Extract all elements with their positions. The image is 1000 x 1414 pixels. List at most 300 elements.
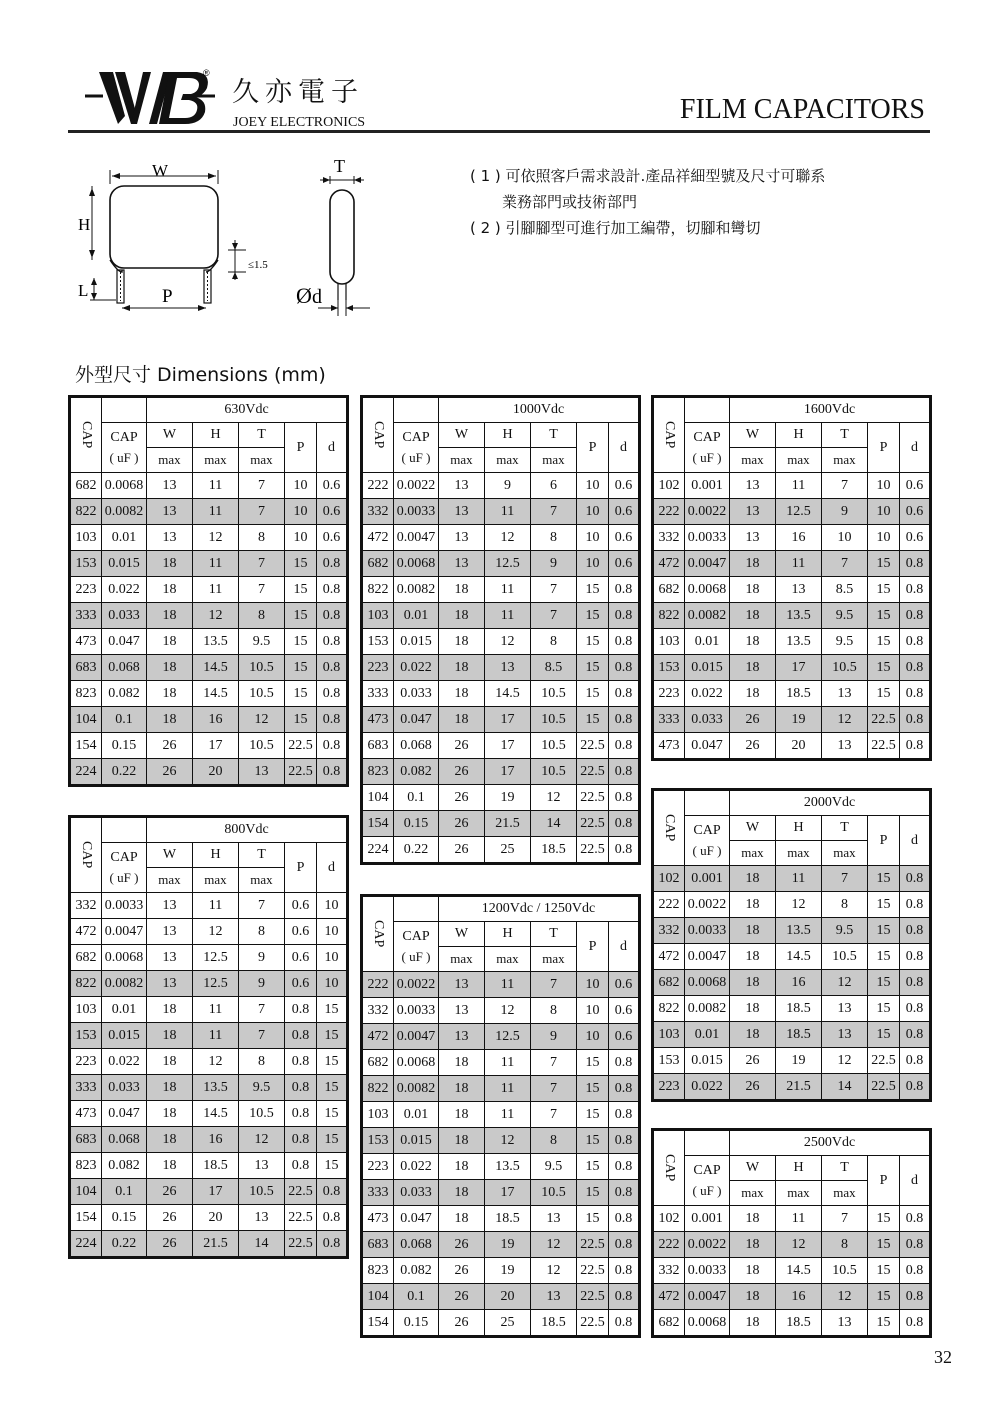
h-value: 11 xyxy=(193,473,239,499)
d-value: 0.8 xyxy=(900,996,931,1022)
capacitance: 0.1 xyxy=(102,1179,147,1205)
capacitance: 0.0082 xyxy=(102,499,147,525)
w-value: 18 xyxy=(439,1102,485,1128)
header-row-voltage xyxy=(70,817,348,843)
w-value: 26 xyxy=(439,759,485,785)
cap-code: 333 xyxy=(362,1180,394,1206)
p-value: 22.5 xyxy=(285,759,317,786)
table-row xyxy=(362,785,640,811)
p-value: 15 xyxy=(577,629,609,655)
t-value: 10.5 xyxy=(822,655,868,681)
d-value: 0.8 xyxy=(609,1232,640,1258)
cap-code: 333 xyxy=(70,1075,102,1101)
uf-unit-label: ( uF ) xyxy=(109,869,139,885)
capacitance: 0.068 xyxy=(394,733,439,759)
capacitance: 0.015 xyxy=(102,551,147,577)
d-value: 0.6 xyxy=(609,972,640,998)
capacitance: 0.047 xyxy=(685,733,730,760)
w-value: 26 xyxy=(730,1048,776,1074)
table-row xyxy=(70,971,348,997)
brand-name-english: JOEY ELECTRONICS xyxy=(233,115,366,130)
table-row xyxy=(362,1284,640,1310)
max-label: max xyxy=(776,448,822,473)
header-row-columns xyxy=(362,423,640,448)
cap-code: 473 xyxy=(70,1101,102,1127)
table-2000vdc xyxy=(651,788,932,1102)
p-value: 15 xyxy=(577,681,609,707)
document-title: FILM CAPACITORS xyxy=(679,94,925,125)
table-630vdc xyxy=(68,395,349,787)
w-value: 26 xyxy=(439,811,485,837)
p-value: 15 xyxy=(868,1258,900,1284)
w-header: W xyxy=(147,423,193,448)
d-value: 10 xyxy=(317,945,348,971)
p-header: P xyxy=(868,1156,900,1206)
h-value: 18.5 xyxy=(776,1022,822,1048)
p-value: 10 xyxy=(868,473,900,499)
p-value: 10 xyxy=(577,1024,609,1050)
h-value: 12 xyxy=(776,892,822,918)
w-value: 13 xyxy=(439,473,485,499)
p-value: 22.5 xyxy=(285,1205,317,1231)
p-value: 15 xyxy=(577,1076,609,1102)
capacitance: 0.22 xyxy=(102,759,147,786)
capacitance-header xyxy=(102,423,147,473)
max-label: max xyxy=(776,1181,822,1206)
t-header: T xyxy=(822,1156,868,1181)
max-label: max xyxy=(485,947,531,972)
cap-code: 822 xyxy=(653,996,685,1022)
table-row xyxy=(653,1022,931,1048)
w-value: 18 xyxy=(730,655,776,681)
d-value: 0.8 xyxy=(900,944,931,970)
capacitance: 0.22 xyxy=(394,837,439,864)
capacitance: 0.001 xyxy=(685,473,730,499)
w-value: 26 xyxy=(439,733,485,759)
cap-code-header: CAP xyxy=(653,397,685,473)
d-value: 0.8 xyxy=(900,603,931,629)
max-label: max xyxy=(147,448,193,473)
d-value: 0.6 xyxy=(317,525,348,551)
t-value: 8.5 xyxy=(822,577,868,603)
p-value: 0.8 xyxy=(285,1023,317,1049)
voltage-header: 800Vdc xyxy=(147,817,348,843)
t-value: 7 xyxy=(531,972,577,998)
capacitance: 0.0047 xyxy=(102,919,147,945)
cap-code: 223 xyxy=(653,681,685,707)
h-value: 14.5 xyxy=(776,944,822,970)
table-row xyxy=(362,972,640,998)
w-value: 18 xyxy=(439,603,485,629)
p-value: 22.5 xyxy=(577,1310,609,1337)
t-value: 12 xyxy=(531,785,577,811)
d-label: d xyxy=(312,286,322,308)
table-row xyxy=(70,707,348,733)
p-value: 10 xyxy=(868,499,900,525)
max-label: max xyxy=(822,448,868,473)
cap-code: 332 xyxy=(362,998,394,1024)
p-value: 10 xyxy=(577,473,609,499)
t-value: 13 xyxy=(822,1310,868,1337)
w-value: 26 xyxy=(147,1231,193,1258)
d-value: 0.8 xyxy=(317,1205,348,1231)
table-row xyxy=(362,577,640,603)
capacitance: 0.0033 xyxy=(102,893,147,919)
p-value: 15 xyxy=(868,970,900,996)
table-row xyxy=(653,707,931,733)
h-value: 16 xyxy=(193,1127,239,1153)
capacitance: 0.033 xyxy=(102,1075,147,1101)
t-header: T xyxy=(239,843,285,868)
h-value: 12 xyxy=(485,629,531,655)
table-row xyxy=(70,1127,348,1153)
d-value: 0.8 xyxy=(609,577,640,603)
d-value: 0.8 xyxy=(317,1179,348,1205)
d-header: d xyxy=(900,1156,931,1206)
w-value: 18 xyxy=(439,1180,485,1206)
capacitance: 0.033 xyxy=(394,1180,439,1206)
h-value: 13.5 xyxy=(776,629,822,655)
blank-header-cell xyxy=(685,397,730,423)
h-value: 13.5 xyxy=(193,629,239,655)
h-value: 12 xyxy=(485,998,531,1024)
h-value: 11 xyxy=(485,972,531,998)
d-value: 0.8 xyxy=(900,707,931,733)
h-value: 11 xyxy=(485,499,531,525)
capacitance: 0.022 xyxy=(685,681,730,707)
capacitance: 0.01 xyxy=(102,525,147,551)
d-header: d xyxy=(609,922,640,972)
cap-code: 472 xyxy=(653,944,685,970)
table-row xyxy=(70,473,348,499)
t-value: 8 xyxy=(822,1232,868,1258)
w-value: 13 xyxy=(439,551,485,577)
t-value: 10.5 xyxy=(822,944,868,970)
capacitance: 0.0047 xyxy=(685,551,730,577)
p-value: 15 xyxy=(868,629,900,655)
h-value: 12.5 xyxy=(485,1024,531,1050)
d-value: 0.8 xyxy=(609,1076,640,1102)
w-value: 18 xyxy=(730,892,776,918)
table-row xyxy=(70,1075,348,1101)
p-value: 10 xyxy=(577,998,609,1024)
h-value: 17 xyxy=(193,1179,239,1205)
d-value: 0.6 xyxy=(609,551,640,577)
capacitance: 0.015 xyxy=(394,1128,439,1154)
t-value: 7 xyxy=(239,893,285,919)
w-value: 26 xyxy=(147,1179,193,1205)
t-value: 9.5 xyxy=(531,1154,577,1180)
t-value: 9 xyxy=(531,551,577,577)
cap-label: CAP xyxy=(693,429,721,445)
t-value: 9 xyxy=(239,971,285,997)
w-value: 26 xyxy=(147,733,193,759)
table-row xyxy=(653,1232,931,1258)
h-value: 19 xyxy=(776,1048,822,1074)
t-value: 12 xyxy=(822,970,868,996)
cap-code-header: CAP xyxy=(70,397,102,473)
capacitance: 0.022 xyxy=(102,577,147,603)
t-value: 10 xyxy=(822,525,868,551)
w-header: W xyxy=(439,423,485,448)
table-row xyxy=(362,1128,640,1154)
d-value: 0.8 xyxy=(609,1258,640,1284)
voltage-header: 1000Vdc xyxy=(439,397,640,423)
header-row-voltage xyxy=(653,1130,931,1156)
table-row xyxy=(362,681,640,707)
h-header: H xyxy=(776,423,822,448)
capacitance: 0.0068 xyxy=(394,1050,439,1076)
p-value: 22.5 xyxy=(285,733,317,759)
t-value: 10.5 xyxy=(239,1101,285,1127)
t-value: 7 xyxy=(239,473,285,499)
p-value: 15 xyxy=(285,577,317,603)
t-value: 13 xyxy=(239,759,285,786)
w-value: 13 xyxy=(147,473,193,499)
t-value: 9 xyxy=(822,499,868,525)
w-value: 18 xyxy=(439,1050,485,1076)
h-value: 25 xyxy=(485,837,531,864)
table-row xyxy=(653,473,931,499)
t-value: 10.5 xyxy=(531,707,577,733)
w-value: 18 xyxy=(147,603,193,629)
d-value: 0.6 xyxy=(609,998,640,1024)
t-value: 10.5 xyxy=(531,1180,577,1206)
h-header: H xyxy=(485,423,531,448)
table-800vdc xyxy=(68,815,349,1259)
w-value: 18 xyxy=(147,629,193,655)
h-value: 17 xyxy=(485,759,531,785)
table-row xyxy=(70,945,348,971)
t-value: 7 xyxy=(239,1023,285,1049)
table-row xyxy=(653,603,931,629)
table-row xyxy=(653,1048,931,1074)
d-value: 0.8 xyxy=(609,681,640,707)
w-value: 18 xyxy=(147,1049,193,1075)
uf-unit-label: ( uF ) xyxy=(109,449,139,465)
capacitance: 0.15 xyxy=(394,811,439,837)
max-label: max xyxy=(730,841,776,866)
table-row xyxy=(362,1180,640,1206)
cap-code: 153 xyxy=(362,629,394,655)
d-value: 0.8 xyxy=(900,1310,931,1337)
h-value: 12 xyxy=(485,1128,531,1154)
blank-header-cell xyxy=(685,1130,730,1156)
w-value: 26 xyxy=(439,1232,485,1258)
cap-code: 822 xyxy=(653,603,685,629)
note-2: ( 2 ) 引腳腳型可進行加工編帶，切腳和彎切 xyxy=(470,219,761,237)
d-value: 0.8 xyxy=(609,707,640,733)
cap-code: 153 xyxy=(653,655,685,681)
max-label: max xyxy=(531,947,577,972)
cap-code: 683 xyxy=(362,733,394,759)
table-row xyxy=(70,1205,348,1231)
h-header: H xyxy=(776,1156,822,1181)
d-value: 0.8 xyxy=(317,733,348,759)
h-label: H xyxy=(78,215,91,234)
p-header: P xyxy=(868,423,900,473)
w-value: 26 xyxy=(439,837,485,864)
h-value: 19 xyxy=(485,785,531,811)
p-value: 22.5 xyxy=(868,707,900,733)
cap-code-header: CAP xyxy=(362,896,394,972)
p-value: 0.6 xyxy=(285,945,317,971)
w-value: 13 xyxy=(730,499,776,525)
p-value: 15 xyxy=(285,551,317,577)
w-value: 18 xyxy=(147,1023,193,1049)
w-value: 18 xyxy=(730,1232,776,1258)
h-value: 16 xyxy=(776,1284,822,1310)
w-value: 26 xyxy=(147,1205,193,1231)
w-value: 18 xyxy=(439,1076,485,1102)
w-value: 18 xyxy=(730,629,776,655)
header-row-voltage xyxy=(362,896,640,922)
p-value: 0.8 xyxy=(285,1101,317,1127)
cap-code: 224 xyxy=(362,837,394,864)
notes-block xyxy=(470,163,825,241)
capacitance: 0.01 xyxy=(685,1022,730,1048)
cap-code: 473 xyxy=(653,733,685,760)
capacitance: 0.1 xyxy=(102,707,147,733)
capacitance: 0.0068 xyxy=(394,551,439,577)
h-value: 11 xyxy=(193,499,239,525)
w-value: 13 xyxy=(147,919,193,945)
w-label: W xyxy=(151,161,169,180)
w-value: 18 xyxy=(730,918,776,944)
table-row xyxy=(653,733,931,760)
t-value: 13 xyxy=(531,1206,577,1232)
p-value: 22.5 xyxy=(577,759,609,785)
w-value: 13 xyxy=(439,525,485,551)
cap-code: 683 xyxy=(362,1232,394,1258)
p-value: 15 xyxy=(868,996,900,1022)
table-row xyxy=(653,1310,931,1337)
capacitance: 0.0022 xyxy=(685,892,730,918)
h-header: H xyxy=(193,423,239,448)
h-value: 11 xyxy=(193,1023,239,1049)
t-value: 7 xyxy=(822,1206,868,1232)
w-value: 18 xyxy=(147,1075,193,1101)
w-value: 13 xyxy=(147,893,193,919)
d-value: 0.8 xyxy=(900,1022,931,1048)
t-value: 8 xyxy=(531,998,577,1024)
cap-label: CAP xyxy=(110,429,138,445)
t-label: T xyxy=(334,156,345,176)
cap-code: 154 xyxy=(362,1310,394,1337)
t-value: 7 xyxy=(531,603,577,629)
w-header: W xyxy=(730,1156,776,1181)
cap-code: 223 xyxy=(362,1154,394,1180)
cap-code: 332 xyxy=(70,893,102,919)
capacitance: 0.01 xyxy=(102,997,147,1023)
w-header: W xyxy=(147,843,193,868)
w-value: 18 xyxy=(730,970,776,996)
capacitance: 0.033 xyxy=(102,603,147,629)
t-value: 13 xyxy=(531,1284,577,1310)
registered-mark: ® xyxy=(203,68,210,78)
cap-code: 823 xyxy=(362,1258,394,1284)
t-value: 7 xyxy=(239,499,285,525)
p-label: P xyxy=(162,286,173,307)
h-value: 12 xyxy=(193,919,239,945)
cap-code: 683 xyxy=(70,1127,102,1153)
brand-name-chinese: 久亦電子 xyxy=(232,77,364,108)
h-value: 18.5 xyxy=(485,1206,531,1232)
voltage-header: 2500Vdc xyxy=(730,1130,931,1156)
d-value: 0.8 xyxy=(900,1074,931,1101)
p-value: 10 xyxy=(577,525,609,551)
p-value: 15 xyxy=(577,1050,609,1076)
cap-code: 222 xyxy=(362,473,394,499)
p-value: 15 xyxy=(285,629,317,655)
w-value: 13 xyxy=(147,971,193,997)
cap-code: 822 xyxy=(70,499,102,525)
capacitance-header xyxy=(394,922,439,972)
h-value: 12 xyxy=(485,525,531,551)
capacitance: 0.022 xyxy=(102,1049,147,1075)
p-value: 15 xyxy=(577,1206,609,1232)
capacitance: 0.0033 xyxy=(685,918,730,944)
cap-code: 224 xyxy=(70,759,102,786)
table-row xyxy=(362,1154,640,1180)
t-value: 7 xyxy=(531,499,577,525)
cap-code: 103 xyxy=(362,1102,394,1128)
h-value: 18.5 xyxy=(776,1310,822,1337)
w-value: 18 xyxy=(147,707,193,733)
d-value: 0.8 xyxy=(609,1180,640,1206)
p-value: 15 xyxy=(868,892,900,918)
header-row-voltage xyxy=(653,397,931,423)
p-value: 15 xyxy=(285,655,317,681)
page-number: 32 xyxy=(934,1347,952,1367)
p-value: 15 xyxy=(577,1180,609,1206)
p-value: 15 xyxy=(868,681,900,707)
t-value: 18.5 xyxy=(531,837,577,864)
cap-code: 822 xyxy=(362,1076,394,1102)
p-value: 22.5 xyxy=(285,1231,317,1258)
d-value: 0.8 xyxy=(317,1231,348,1258)
h-header: H xyxy=(776,816,822,841)
d-value: 0.8 xyxy=(900,1048,931,1074)
t-value: 7 xyxy=(822,473,868,499)
w-value: 26 xyxy=(439,1310,485,1337)
note-1: ( 1 ) 可依照客戶需求設計.產品祥細型號及尺寸可聯系 xyxy=(470,167,826,185)
d-value: 0.8 xyxy=(609,759,640,785)
d-value: 0.8 xyxy=(900,681,931,707)
p-value: 0.6 xyxy=(285,919,317,945)
p-value: 0.8 xyxy=(285,1075,317,1101)
capacitance: 0.082 xyxy=(394,759,439,785)
cap-code: 473 xyxy=(362,707,394,733)
t-value: 8 xyxy=(531,525,577,551)
h-header: H xyxy=(485,922,531,947)
h-value: 17 xyxy=(485,707,531,733)
d-value: 0.8 xyxy=(609,837,640,864)
d-value: 0.8 xyxy=(900,733,931,760)
p-value: 15 xyxy=(577,1154,609,1180)
uf-unit-label: ( uF ) xyxy=(401,948,431,964)
p-value: 22.5 xyxy=(577,837,609,864)
capacitance: 0.15 xyxy=(102,733,147,759)
header-row-columns xyxy=(70,843,348,868)
t-value: 8 xyxy=(822,892,868,918)
max-label: max xyxy=(730,1181,776,1206)
d-header: d xyxy=(609,423,640,473)
t-value: 13 xyxy=(822,996,868,1022)
w-value: 18 xyxy=(730,603,776,629)
d-value: 0.8 xyxy=(609,1310,640,1337)
header-row-voltage xyxy=(70,397,348,423)
